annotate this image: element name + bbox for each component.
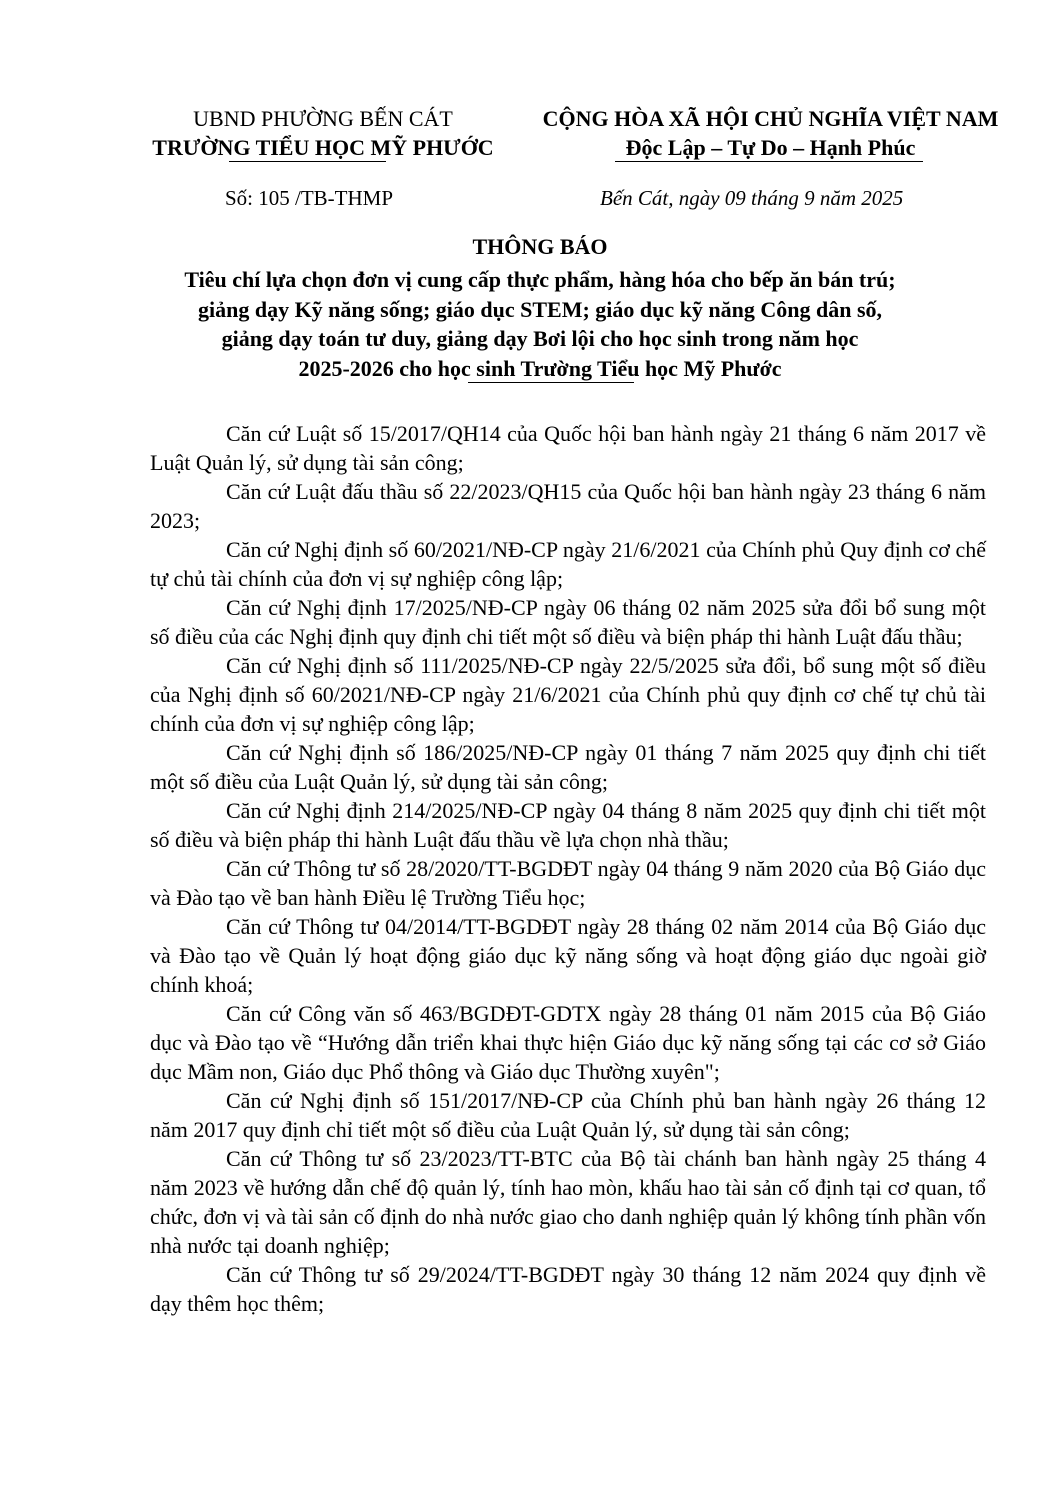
legal-basis-paragraph: Căn cứ Nghị định 17/2025/NĐ-CP ngày 06 tháng 02 năm 2025 sửa đổi bổ sung một số điều của các Nghị định quy định chi tiết một số điều và biện pháp thi hành Luật đấu thầu; [150, 595, 986, 649]
document-body [150, 419, 986, 1318]
legal-basis-paragraph: Căn cứ Nghị định số 186/2025/NĐ-CP ngày 01 tháng 7 năm 2025 quy định chi tiết một số điều của Luật Quản lý, sử dụng tài sản công; [150, 740, 986, 794]
national-motto: Độc Lập – Tự Do – Hạnh Phúc [625, 135, 916, 160]
national-heading [518, 104, 1023, 162]
legal-basis-paragraph: Căn cứ Thông tư 04/2014/TT-BGDĐT ngày 28 tháng 02 năm 2014 của Bộ Giáo dục và Đào tạo về Quản lý hoạt động giáo dục kỹ năng sống và hoạt động giáo dục ngoài giờ chính khoá; [150, 914, 986, 997]
subtitle-line: 2025-2026 cho học sinh Trường Tiểu học Mỹ Phước [298, 355, 782, 381]
document-title: THÔNG BÁO [472, 234, 608, 259]
legal-basis-paragraph: Căn cứ Công văn số 463/BGDĐT-GDTX ngày 28 tháng 01 năm 2015 của Bộ Giáo dục và Đào tạo về “Hướng dẫn triển khai thực hiện Giáo dục kỹ năng sống tại các cơ sở Giáo dục Mầm non, Giáo dục Phổ thông và Giáo dục Thường xuyên"; [150, 1001, 986, 1084]
issuing-organization [128, 104, 518, 162]
national-name: CỘNG HÒA XÃ HỘI CHỦ NGHĨA VIỆT NAM [542, 106, 999, 131]
org-parent-name: UBND PHƯỜNG BẾN CÁT [193, 106, 453, 131]
legal-basis-paragraph: Căn cứ Luật đấu thầu số 22/2023/QH15 của Quốc hội ban hành ngày 23 tháng 6 năm 2023; [150, 479, 986, 533]
legal-basis-paragraph: Căn cứ Nghị định 214/2025/NĐ-CP ngày 04 tháng 8 năm 2025 quy định chi tiết một số điều và biện pháp thi hành Luật đấu thầu về lựa chọn nhà thầu; [150, 798, 986, 852]
title-underline [468, 382, 634, 383]
legal-basis-paragraph: Căn cứ Nghị định số 151/2017/NĐ-CP của Chính phủ ban hành ngày 26 tháng 12 năm 2017 quy định chỉ tiết một số điều của Luật Quản lý, sử dụng tài sản công; [150, 1088, 986, 1142]
subtitle-line: giảng dạy toán tư duy, giảng dạy Bơi lội cho học sinh trong năm học [221, 326, 859, 351]
document-date: Bến Cát, ngày 09 tháng 9 năm 2025 [600, 186, 904, 210]
subtitle-line: Tiêu chí lựa chọn đơn vị cung cấp thực phẩm, hàng hóa cho bếp ăn bán trú; [184, 267, 896, 292]
org-underline [229, 161, 386, 162]
org-school-name: TRƯỜNG TIỂU HỌC MỸ PHƯỚC [152, 135, 494, 160]
document-number: Số: 105 /TB-THMP [225, 186, 394, 210]
legal-basis-paragraph: Căn cứ Thông tư số 28/2020/TT-BGDĐT ngày 04 tháng 9 năm 2020 của Bộ Giáo dục và Đào tạo về ban hành Điều lệ Trường Tiểu học; [150, 856, 986, 910]
motto-underline [615, 161, 923, 162]
subtitle-line: giảng dạy Kỹ năng sống; giáo dục STEM; giáo dục kỹ năng Công dân số, [197, 296, 883, 322]
legal-basis-paragraph: Căn cứ Nghị định số 60/2021/NĐ-CP ngày 21/6/2021 của Chính phủ Quy định cơ chế tự chủ tài chính của đơn vị sự nghiệp công lập; [150, 537, 986, 591]
legal-basis-paragraph: Căn cứ Nghị định số 111/2025/NĐ-CP ngày 22/5/2025 sửa đổi, bổ sung một số điều của Nghị định số 60/2021/NĐ-CP ngày 21/6/2021 của Chính phủ quy định cơ chế tự chủ tài chính của đơn vị sự nghiệp công lập; [150, 653, 986, 736]
document-subtitle [100, 265, 980, 383]
legal-basis-paragraph: Căn cứ Thông tư số 29/2024/TT-BGDĐT ngày 30 tháng 12 năm 2024 quy định về dạy thêm học thêm; [150, 1262, 986, 1316]
legal-basis-paragraph: Căn cứ Thông tư số 23/2023/TT-BTC của Bộ tài chánh ban hành ngày 25 tháng 4 năm 2023 về hướng dẫn chế độ quản lý, tính hao mòn, khấu hao tài sản cố định tại cơ quan, tổ chức, đơn vị và tài sản cố định do nhà nước giao cho danh nghiệp quản lý không tính phần vốn nhà nước tại doanh nghiệp; [150, 1146, 986, 1258]
legal-basis-paragraph: Căn cứ Luật số 15/2017/QH14 của Quốc hội ban hành ngày 21 tháng 6 năm 2017 về Luật Quản lý, sử dụng tài sản công; [150, 421, 986, 475]
